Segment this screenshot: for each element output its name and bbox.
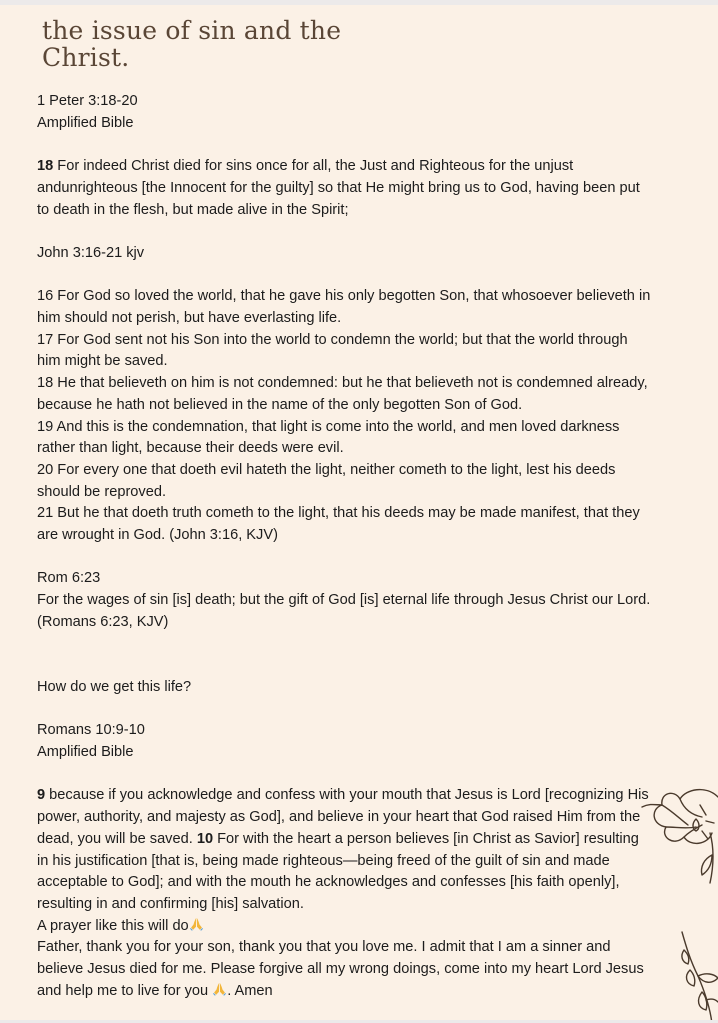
john-verse-19: 19 And this is the condemnation, that light is come into the world, and men loved darkness rather than light, because their deeds were evil. <box>37 418 620 457</box>
romans-6-reference: Rom 6:23 <box>37 570 101 587</box>
romans-6-verse: For the wages of sin [is] death; but the gift of God [is] eternal life through Jesus Christ our Lord. (Romans 6:23, KJV) <box>37 592 651 630</box>
page-title <box>42 17 341 71</box>
peter-reference: 1 Peter 3:18-20 <box>37 93 138 109</box>
prayer-intro <box>37 916 651 938</box>
flower-decoration-top <box>640 775 718 895</box>
praying-hands-icon <box>212 982 227 996</box>
peter-version: Amplified Bible <box>37 114 134 131</box>
john-verse-17: 17 For God sent not his Son into the world to condemn the world; but that the world through him might be saved. <box>37 331 628 370</box>
verse-text: For indeed Christ died for sins once for all, the Just and Righteous for the unjust andunrighteous [the Innocent for the guilty] so that He might bring us to God, having been put to death in the flesh, but made alive in the Spirit; <box>37 158 640 218</box>
romans-10-reference: Romans 10:9-10 <box>37 722 145 739</box>
document-page <box>0 5 718 1020</box>
question: How do we get this life? <box>37 678 192 695</box>
praying-hands-icon <box>189 917 204 931</box>
document-body <box>37 91 651 1002</box>
prayer-amen: . Amen <box>227 982 273 999</box>
peter-verse <box>37 156 651 221</box>
john-verse-16: 16 For God so loved the world, that he gave his only begotten Son, that whosoever believeth in him should not perish, but have everlasting life. <box>37 288 651 326</box>
romans-10-version: Amplified Bible <box>37 744 134 760</box>
verse-text: because if you acknowledge and confess with your mouth that Jesus is Lord [recognizing His power, authority, and majesty as God], and believe in your heart that God raised Him from the dead, you will be saved. <box>37 787 649 847</box>
verse-number: 9 <box>37 787 46 804</box>
leaf-decoration-bottom <box>676 930 718 1020</box>
john-verse-21: 21 But he that doeth truth cometh to the light, that his deeds may be made manifest, that they are wrought in God. (John 3:16, KJV) <box>37 505 640 544</box>
title-line-2: Christ. <box>42 43 130 72</box>
prayer-intro-text: A prayer like this will do <box>37 917 189 934</box>
prayer-text <box>37 937 651 1002</box>
john-reference: John 3:16-21 kjv <box>37 244 145 261</box>
verse-text: For with the heart a person believes [in Christ as Savior] resulting in his justification [that is, being made righteous—being freed of the guilt of sin and made acceptable to God]; and with the mouth he acknowledges and confesses [his faith openly], resulting in and confirming [his] salvation. <box>37 830 639 912</box>
john-verse-18: 18 He that believeth on him is not condemned: but he that believeth not is condemned already, because he hath not believed in the name of the only begotten Son of God. <box>37 375 648 413</box>
verse-number: 18 <box>37 158 54 175</box>
verse-number: 10 <box>196 830 214 847</box>
romans-10-verses <box>37 785 651 915</box>
title-line-1: the issue of sin and the <box>42 16 342 45</box>
prayer-body: Father, thank you for your son, thank you that you love me. I admit that I am a sinner and believe Jesus died for me. Please forgive all my wrong doings, come into my heart Lord Jesus and help me to live for you <box>37 939 644 999</box>
john-verse-20: 20 For every one that doeth evil hateth the light, neither cometh to the light, lest his deeds should be reproved. <box>37 461 616 500</box>
